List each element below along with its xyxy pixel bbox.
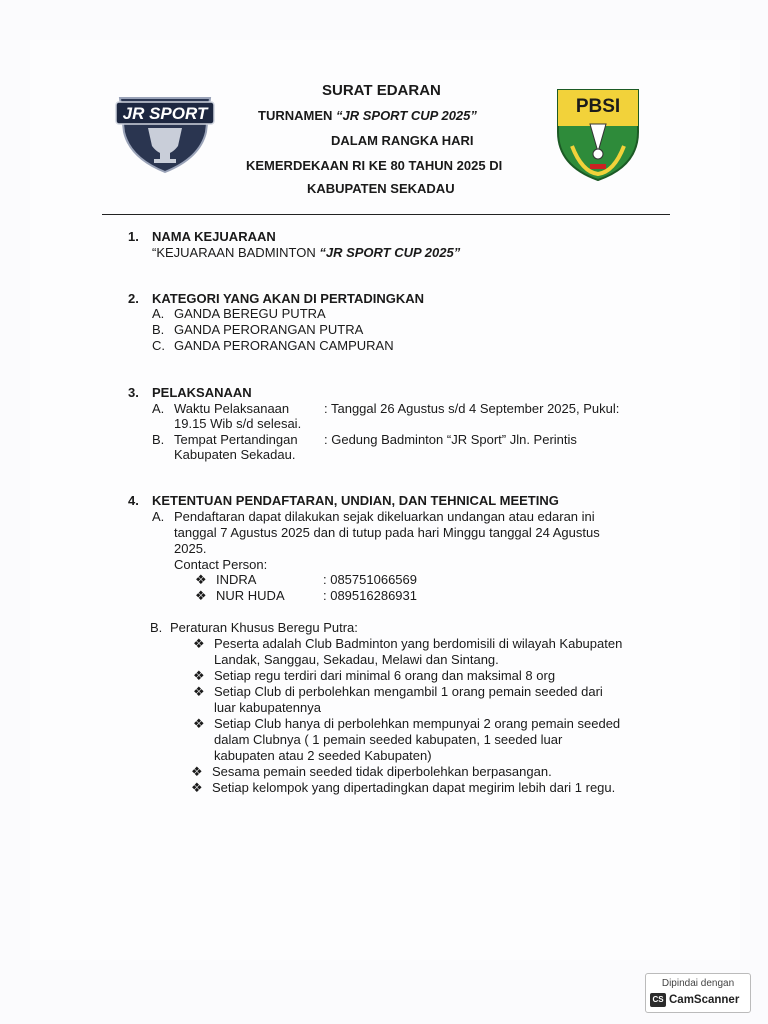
rule-line: Setiap kelompok yang dipertadingkan dapat megirim lebih dari 1 regu. — [212, 780, 616, 795]
jr-sport-logo — [114, 88, 216, 174]
section-3-item-label: Tempat Pertandingan — [174, 432, 298, 447]
section-2-item-letter: C. — [152, 338, 165, 353]
section-1-line-italic: “JR SPORT CUP 2025” — [319, 245, 461, 260]
rule-line: luar kabupatennya — [214, 700, 321, 715]
section-1-line — [152, 245, 460, 260]
rule-line: kabupaten atau 2 seeded Kabupaten) — [214, 748, 432, 763]
contact-name: INDRA — [216, 572, 257, 587]
section-3-item-continuation: Kabupaten Sekadau. — [174, 447, 296, 462]
header-line-2: DALAM RANGKA HARI — [331, 133, 474, 148]
section-3-item-continuation: 19.15 Wib s/d selesai. — [174, 416, 302, 431]
rule-line: Sesama pemain seeded tidak diperbolehkan berpasangan. — [212, 764, 552, 779]
section-3-item-letter: A. — [152, 401, 165, 416]
header-divider — [102, 214, 670, 215]
section-4-a-letter: A. — [152, 509, 165, 524]
section-3-title: PELAKSANAAN — [152, 385, 252, 400]
jr-sport-logo-text: JR SPORT — [122, 104, 208, 123]
section-1-title: NAMA KEJUARAAN — [152, 229, 276, 244]
contact-phone: : 089516286931 — [323, 588, 417, 603]
rule-line: Setiap regu terdiri dari minimal 6 orang dan maksimal 8 org — [214, 668, 556, 683]
camscanner-icon: CS — [650, 993, 666, 1007]
section-3-item-letter: B. — [152, 432, 165, 447]
rule-line: Peserta adalah Club Badminton yang berdomisili di wilayah Kabupaten — [214, 636, 623, 651]
diamond-bullet-icon: ❖ — [191, 780, 203, 795]
diamond-bullet-icon: ❖ — [193, 684, 205, 699]
diamond-bullet-icon: ❖ — [195, 572, 207, 587]
document-title: SURAT EDARAN — [322, 82, 441, 99]
section-4-a-line: Pendaftaran dapat dilakukan sejak dikeluarkan undangan atau edaran ini — [174, 509, 595, 524]
stamp-caption: Dipindai dengan — [661, 978, 735, 989]
rule-line: Landak, Sanggau, Sekadau, Melawi dan Sintang. — [214, 652, 499, 667]
section-3-number: 3. — [128, 385, 139, 400]
diamond-bullet-icon: ❖ — [193, 668, 205, 683]
section-4-a-line: tanggal 7 Agustus 2025 dan di tutup pada hari Minggu tanggal 24 Agustus — [174, 525, 600, 540]
section-2-number: 2. — [128, 291, 139, 306]
header-line-3: KEMERDEKAAN RI KE 80 TAHUN 2025 DI — [246, 158, 503, 173]
header-line-1-prefix: TURNAMEN — [258, 108, 336, 123]
section-4-b-title: Peraturan Khusus Beregu Putra: — [170, 620, 358, 635]
contact-person-label: Contact Person: — [174, 557, 268, 572]
section-4-b-letter: B. — [150, 620, 163, 635]
section-2-title: KATEGORI YANG AKAN DI PERTADINGKAN — [152, 291, 425, 306]
contact-phone: : 085751066569 — [323, 572, 417, 587]
section-3-item-value: : Tanggal 26 Agustus s/d 4 September 2025, Pukul: — [324, 401, 620, 416]
section-2-item: GANDA PERORANGAN CAMPURAN — [174, 338, 394, 353]
pbsi-logo-text: PBSI — [575, 96, 621, 117]
section-2-item: GANDA BEREGU PUTRA — [174, 306, 326, 321]
diamond-bullet-icon: ❖ — [191, 764, 203, 779]
pbsi-logo — [552, 86, 644, 182]
section-2-item-letter: B. — [152, 322, 165, 337]
stamp-brand: CamScanner — [669, 994, 740, 1006]
contact-name: NUR HUDA — [216, 588, 285, 603]
rule-line: Setiap Club di perbolehkan mengambil 1 orang pemain seeded dari — [214, 684, 603, 699]
section-1-number: 1. — [128, 229, 139, 244]
diamond-bullet-icon: ❖ — [193, 636, 205, 651]
diamond-bullet-icon: ❖ — [193, 716, 205, 731]
rule-line: dalam Clubnya ( 1 pemain seeded kabupaten, 1 seeded luar — [214, 732, 563, 747]
section-3-item-label: Waktu Pelaksanaan — [174, 401, 290, 416]
header-line-1-italic: “JR SPORT CUP 2025” — [336, 108, 477, 123]
camscanner-stamp — [645, 973, 751, 1013]
section-1-line-prefix: “KEJUARAAN BADMINTON — [152, 245, 320, 260]
section-4-number: 4. — [128, 493, 139, 508]
stamp-brand-row — [650, 993, 739, 1007]
header-line-4: KABUPATEN SEKADAU — [307, 181, 455, 196]
rule-line: Setiap Club hanya di perbolehkan mempunyai 2 orang pemain seeded — [214, 716, 621, 731]
section-2-item-letter: A. — [152, 306, 165, 321]
section-4-a-line: 2025. — [174, 541, 207, 556]
diamond-bullet-icon: ❖ — [195, 588, 207, 603]
section-2-item: GANDA PERORANGAN PUTRA — [174, 322, 364, 337]
section-4-title: KETENTUAN PENDAFTARAN, UNDIAN, DAN TEHNICAL MEETING — [152, 493, 559, 508]
section-3-item-value: : Gedung Badminton “JR Sport” Jln. Perintis — [324, 432, 577, 447]
header-line-1 — [258, 108, 477, 123]
